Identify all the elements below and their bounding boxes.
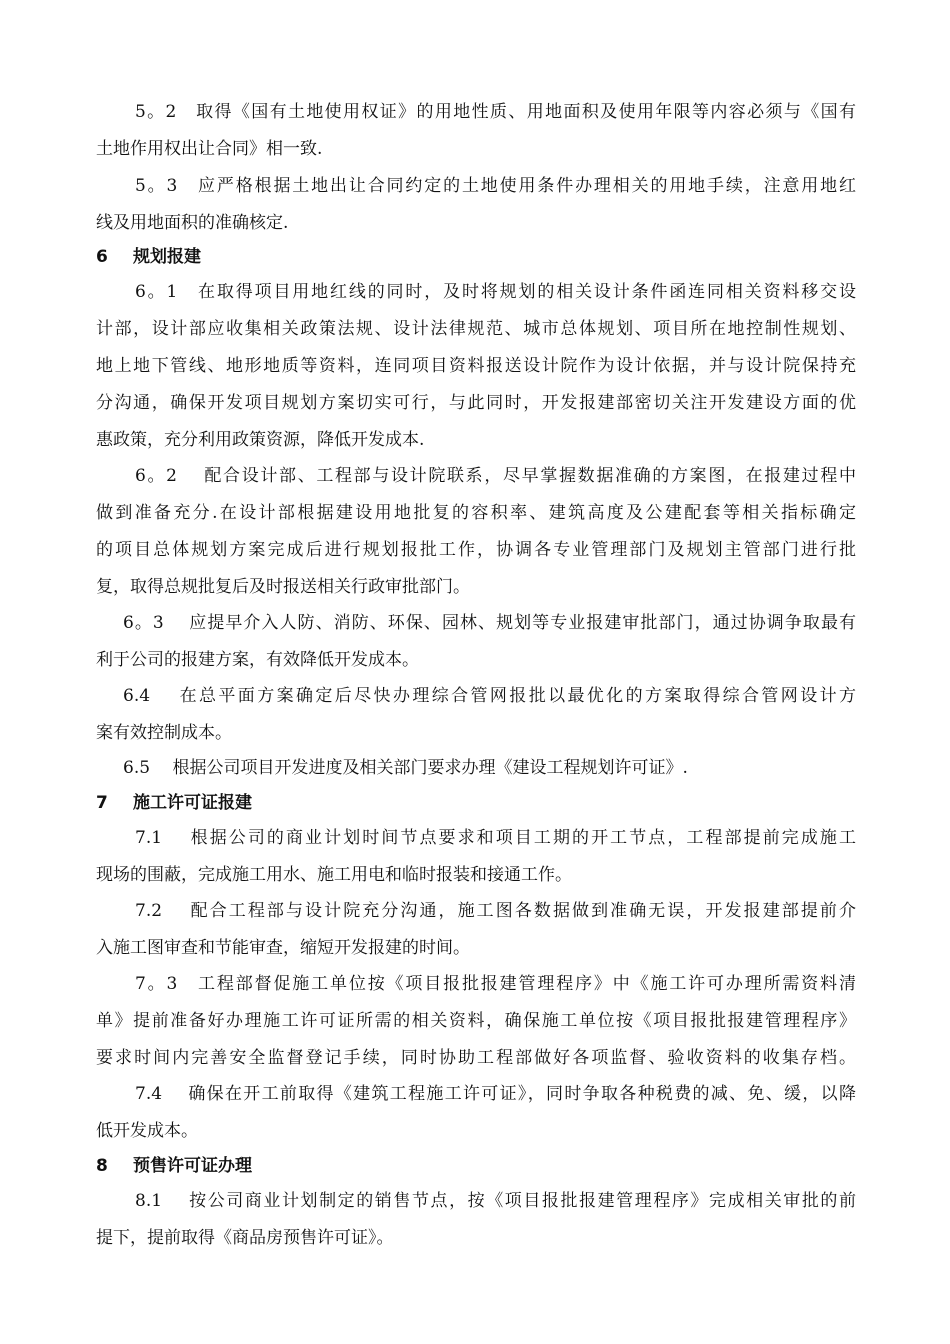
para-7-3-line-3: 要求时间内完善安全监督登记手续，同时协助工程部做好各项监督、验收资料的收集存档。 [96, 1048, 856, 1068]
section-heading-7 [96, 792, 252, 814]
para-7-2-line-1: 7.2 配合工程部与设计院充分沟通，施工图各数据做到准确无误，开发报建部提前介 [135, 901, 856, 921]
para-7-2-line-2: 入施工图审查和节能审查，缩短开发报建的时间。 [96, 938, 470, 958]
para-6-2-line-2: 做到准备充分.在设计部根据建设用地批复的容积率、建筑高度及公建配套等相关指标确定 [96, 503, 856, 523]
para-5-2-line-1: 5。2 取得《国有土地使用权证》的用地性质、用地面积及使用年限等内容必须与《国有 [135, 102, 856, 122]
para-6-2-line-3: 的项目总体规划方案完成后进行规划报批工作，协调各专业管理部门及规划主管部门进行批 [96, 540, 856, 560]
para-6-2-line-1: 6。2 配合设计部、工程部与设计院联系，尽早掌握数据准确的方案图，在报建过程中 [135, 466, 856, 486]
section-title: 规划报建 [133, 247, 201, 267]
section-number: 6 [96, 247, 108, 267]
para-6-5-line-1: 6.5 根据公司项目开发进度及相关部门要求办理《建设工程规划许可证》. [123, 758, 688, 778]
para-5-3-line-2: 线及用地面积的准确核定. [96, 213, 289, 233]
para-7-4-line-2: 低开发成本。 [96, 1121, 198, 1141]
section-heading-8 [96, 1155, 252, 1177]
para-6-4-line-2: 案有效控制成本。 [96, 723, 232, 743]
para-7-1-line-1: 7.1 根据公司的商业计划时间节点要求和项目工期的开工节点，工程部提前完成施工 [135, 828, 856, 848]
para-6-1-line-5: 惠政策，充分利用政策资源，降低开发成本. [96, 430, 425, 450]
para-6-1-line-4: 分沟通，确保开发项目规划方案切实可行，与此同时，开发报建部密切关注开发建设方面的优 [96, 393, 856, 413]
section-number: 8 [96, 1156, 108, 1176]
section-title: 施工许可证报建 [133, 793, 252, 813]
para-7-3-line-2: 单》提前准备好办理施工许可证所需的相关资料，确保施工单位按《项目报批报建管理程序》 [96, 1011, 856, 1031]
para-8-1-line-1: 8.1 按公司商业计划制定的销售节点，按《项目报批报建管理程序》完成相关审批的前 [135, 1191, 856, 1211]
para-6-1-line-3: 地上地下管线、地形地质等资料，连同项目资料报送设计院作为设计依据，并与设计院保持充 [96, 356, 856, 376]
para-7-1-line-2: 现场的围蔽，完成施工用水、施工用电和临时报装和接通工作。 [96, 865, 572, 885]
para-6-3-line-2: 利于公司的报建方案，有效降低开发成本。 [96, 650, 419, 670]
para-6-1-line-1: 6。1 在取得项目用地红线的同时，及时将规划的相关设计条件函连同相关资料移交设 [135, 282, 856, 302]
para-7-4-line-1: 7.4 确保在开工前取得《建筑工程施工许可证》，同时争取各种税费的减、免、缓，以降 [135, 1084, 856, 1104]
para-6-2-line-4: 复，取得总规批复后及时报送相关行政审批部门。 [96, 577, 470, 597]
para-6-3-line-1: 6。3 应提早介入人防、消防、环保、园林、规划等专业报建审批部门，通过协调争取最有 [123, 613, 856, 633]
section-title: 预售许可证办理 [133, 1156, 252, 1176]
para-6-1-line-2: 计部，设计部应收集相关政策法规、设计法律规范、城市总体规划、项目所在地控制性规划、 [96, 319, 856, 339]
section-heading-6 [96, 246, 201, 268]
para-7-3-line-1: 7。3 工程部督促施工单位按《项目报批报建管理程序》中《施工许可办理所需资料清 [135, 974, 856, 994]
section-number: 7 [96, 793, 108, 813]
para-8-1-line-2: 提下，提前取得《商品房预售许可证》。 [96, 1228, 394, 1248]
para-6-4-line-1: 6.4 在总平面方案确定后尽快办理综合管网报批以最优化的方案取得综合管网设计方 [123, 686, 856, 706]
para-5-2-line-2: 土地作用权出让合同》相一致. [96, 139, 323, 159]
para-5-3-line-1: 5。3 应严格根据土地出让合同约定的土地使用条件办理相关的用地手续，注意用地红 [135, 176, 856, 196]
